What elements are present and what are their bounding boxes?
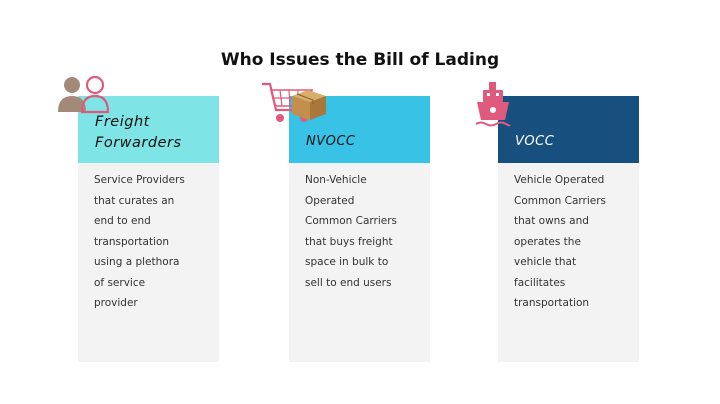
card-header [498, 96, 639, 163]
card-heading [95, 112, 182, 154]
card-heading-line: Forwarders [95, 135, 182, 151]
card-nvocc [289, 96, 430, 362]
card-description: Non-Vehicle Operated Common Carriers that buys freight space in bulk to sell to end users [305, 174, 398, 289]
card-vocc [498, 96, 639, 362]
card-heading-line: Freight [95, 114, 150, 130]
people-icon [55, 74, 113, 116]
card-freight-forwarders [78, 96, 219, 362]
card-heading: VOCC [515, 134, 555, 149]
shopping-cart-box-icon [260, 80, 330, 126]
card-description: Service Providers that curates an end to end transportation using a plethora of service provider [94, 174, 185, 309]
card-heading: NVOCC [306, 134, 356, 149]
page-title: Who Issues the Bill of Lading [220, 50, 500, 70]
card-description: Vehicle Operated Common Carriers that owns and operates the vehicle that facilitates transportation [514, 174, 607, 309]
ship-icon [474, 80, 512, 128]
